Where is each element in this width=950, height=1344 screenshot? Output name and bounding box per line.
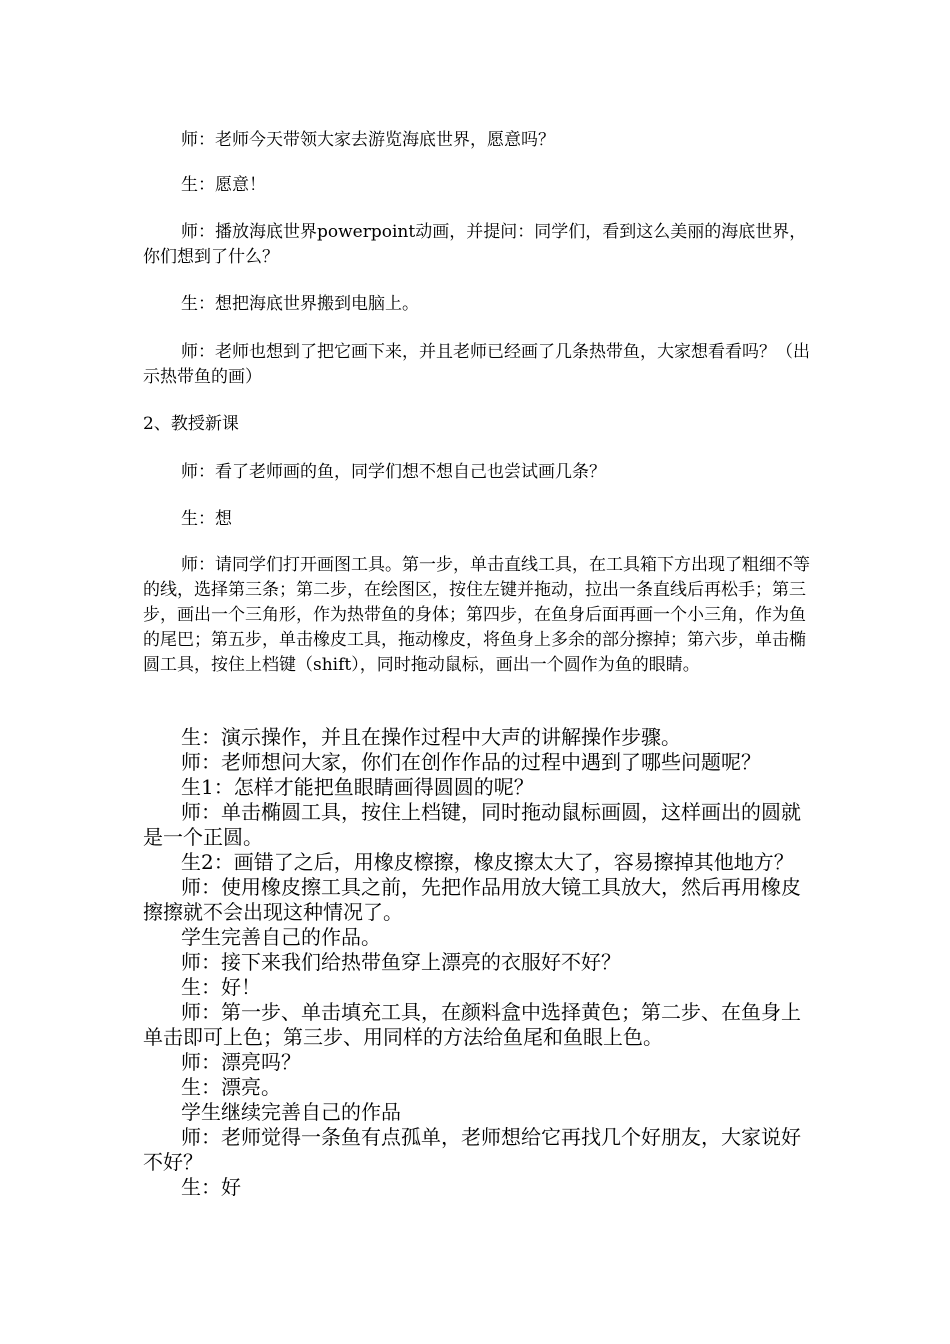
dialogue-line: 师：老师觉得一条鱼有点孤单，老师想给它再找几个好朋友，大家说好不好？ bbox=[143, 1125, 801, 1174]
dialogue-line: 师：单击椭圆工具，按住上档键，同时拖动鼠标画圆，这样画出的圆就是一个正圆。 bbox=[143, 800, 801, 849]
paragraph: 师：老师今天带领大家去游览海底世界，愿意吗？ bbox=[181, 130, 555, 150]
paragraph: 生：愿意！ bbox=[181, 175, 266, 195]
dialogue-line: 学生完善自己的作品。 bbox=[181, 925, 381, 949]
paragraph: 师：看了老师画的鱼，同学们想不想自己也尝试画几条？ bbox=[181, 462, 606, 482]
dialogue-line: 师：使用橡皮擦工具之前，先把作品用放大镜工具放大，然后再用橡皮擦擦就不会出现这种情况了。 bbox=[143, 875, 801, 924]
dialogue-line: 师：接下来我们给热带鱼穿上漂亮的衣服好不好？ bbox=[181, 950, 621, 974]
dialogue-line: 生：漂亮。 bbox=[181, 1075, 281, 1099]
paragraph: 师：请同学们打开画图工具。第一步，单击直线工具，在工具箱下方出现了粗细不等的线，选择第三条；第二步，在绘图区，按住左键并拖动，拉出一条直线后再松手；第三步，画出一个三角形，作为热带鱼的身体；第四步，在鱼身后面再画一个小三角，作为鱼的尾巴；第五步，单击橡皮工具，拖动橡皮，将鱼身上多余的部分擦掉；第六步，单击椭圆工具，按住上档键（shift），同时拖动鼠标，画出一个圆作为鱼的眼睛。 bbox=[143, 555, 810, 675]
paragraph: 师：老师也想到了把它画下来，并且老师已经画了几条热带鱼，大家想看看吗？（出示热带鱼的画） bbox=[143, 342, 810, 387]
dialogue-line: 生2：画错了之后，用橡皮檫擦，橡皮擦太大了，容易擦掉其他地方？ bbox=[181, 850, 794, 874]
dialogue-line: 师：漂亮吗？ bbox=[181, 1050, 301, 1074]
dialogue-line: 生：好！ bbox=[181, 975, 261, 999]
dialogue-line: 师：第一步、单击填充工具，在颜料盒中选择黄色；第二步、在鱼身上单击即可上色；第三步、用同样的方法给鱼尾和鱼眼上色。 bbox=[143, 1000, 801, 1049]
paragraph: 生：想把海底世界搬到电脑上。 bbox=[181, 294, 419, 314]
dialogue-line: 生：演示操作，并且在操作过程中大声的讲解操作步骤。 bbox=[181, 725, 681, 749]
dialogue-line: 生：好 bbox=[181, 1175, 241, 1199]
dialogue-block bbox=[143, 725, 811, 1200]
dialogue-line: 生1：怎样才能把鱼眼睛画得圆圆的呢？ bbox=[181, 775, 534, 799]
section-heading: 2、教授新课 bbox=[143, 414, 239, 434]
paragraph: 生：想 bbox=[181, 509, 232, 529]
dialogue-line: 师：老师想问大家，你们在创作作品的过程中遇到了哪些问题呢？ bbox=[181, 750, 761, 774]
dialogue-line: 学生继续完善自己的作品 bbox=[181, 1100, 401, 1124]
paragraph: 师：播放海底世界powerpoint动画，并提问：同学们，看到这么美丽的海底世界，你们想到了什么？ bbox=[143, 222, 807, 267]
